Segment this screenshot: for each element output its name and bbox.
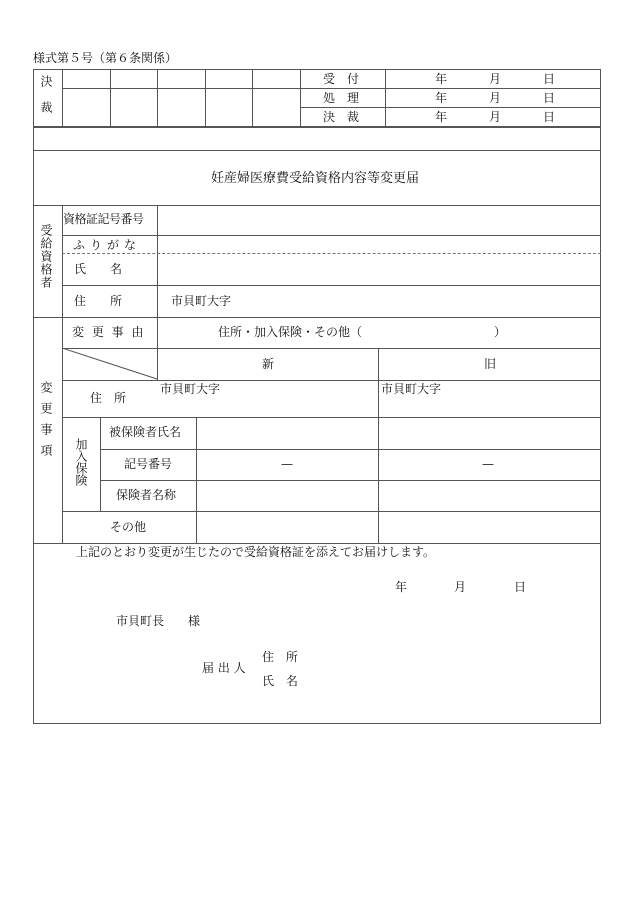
new-column-label: 新 <box>262 357 275 371</box>
address-value: 市貝町大字 <box>171 294 232 308</box>
reason-label: 変 更 事 由 <box>72 325 146 339</box>
old-column-label: 旧 <box>484 357 497 371</box>
other-label: その他 <box>110 520 147 534</box>
recipient-section-label: 受給資格者 <box>39 224 53 289</box>
symbol-number-label: 記号番号 <box>124 457 173 471</box>
received-month: 月 <box>489 72 502 86</box>
date-day: 日 <box>514 580 527 594</box>
header-diagonal <box>62 348 158 380</box>
address-old: 市貝町大字 <box>381 382 442 396</box>
decided-year: 年 <box>435 110 448 124</box>
date-year: 年 <box>395 580 408 594</box>
applicant-address-label: 住 所 <box>262 650 302 664</box>
symbol-number-new: — <box>281 457 293 471</box>
form-number: 様式第５号（第６条関係） <box>33 51 178 65</box>
name-label: 氏 名 <box>74 262 123 276</box>
decided-label: 決 裁 <box>323 110 360 124</box>
approval-label: 決裁 <box>39 75 53 127</box>
insurer-name-label: 保険者名称 <box>116 488 177 502</box>
date-month: 月 <box>454 580 467 594</box>
received-day: 日 <box>543 72 556 86</box>
address-label: 住 所 <box>74 294 123 308</box>
cert-number-label: 資格証記号番号 <box>63 212 144 226</box>
change-address-label: 住 所 <box>90 391 127 405</box>
insured-name-label: 被保険者氏名 <box>109 425 182 439</box>
applicant-label: 届 出 人 <box>202 661 246 675</box>
received-year: 年 <box>435 72 448 86</box>
address-new: 市貝町大字 <box>160 382 221 396</box>
addressee: 市貝町長 様 <box>116 614 201 628</box>
change-section-label: 変更事項 <box>39 381 53 465</box>
reason-value: 住所・加入保険・その他（ ） <box>218 325 507 339</box>
symbol-number-old: — <box>482 457 494 471</box>
processed-label: 処 理 <box>323 91 360 105</box>
form-title: 妊産婦医療費受給資格内容等変更届 <box>210 171 419 186</box>
applicant-name-label: 氏 名 <box>262 674 302 688</box>
processed-month: 月 <box>489 91 502 105</box>
received-label: 受 付 <box>323 72 360 86</box>
insurance-label: 加入保険 <box>74 438 88 486</box>
statement: 上記のとおり変更が生じたので受給資格証を添えてお届けします。 <box>76 545 436 559</box>
furigana-label: ふりがな <box>73 238 142 252</box>
decided-month: 月 <box>489 110 502 124</box>
processed-day: 日 <box>543 91 556 105</box>
processed-year: 年 <box>435 91 448 105</box>
decided-day: 日 <box>543 110 556 124</box>
